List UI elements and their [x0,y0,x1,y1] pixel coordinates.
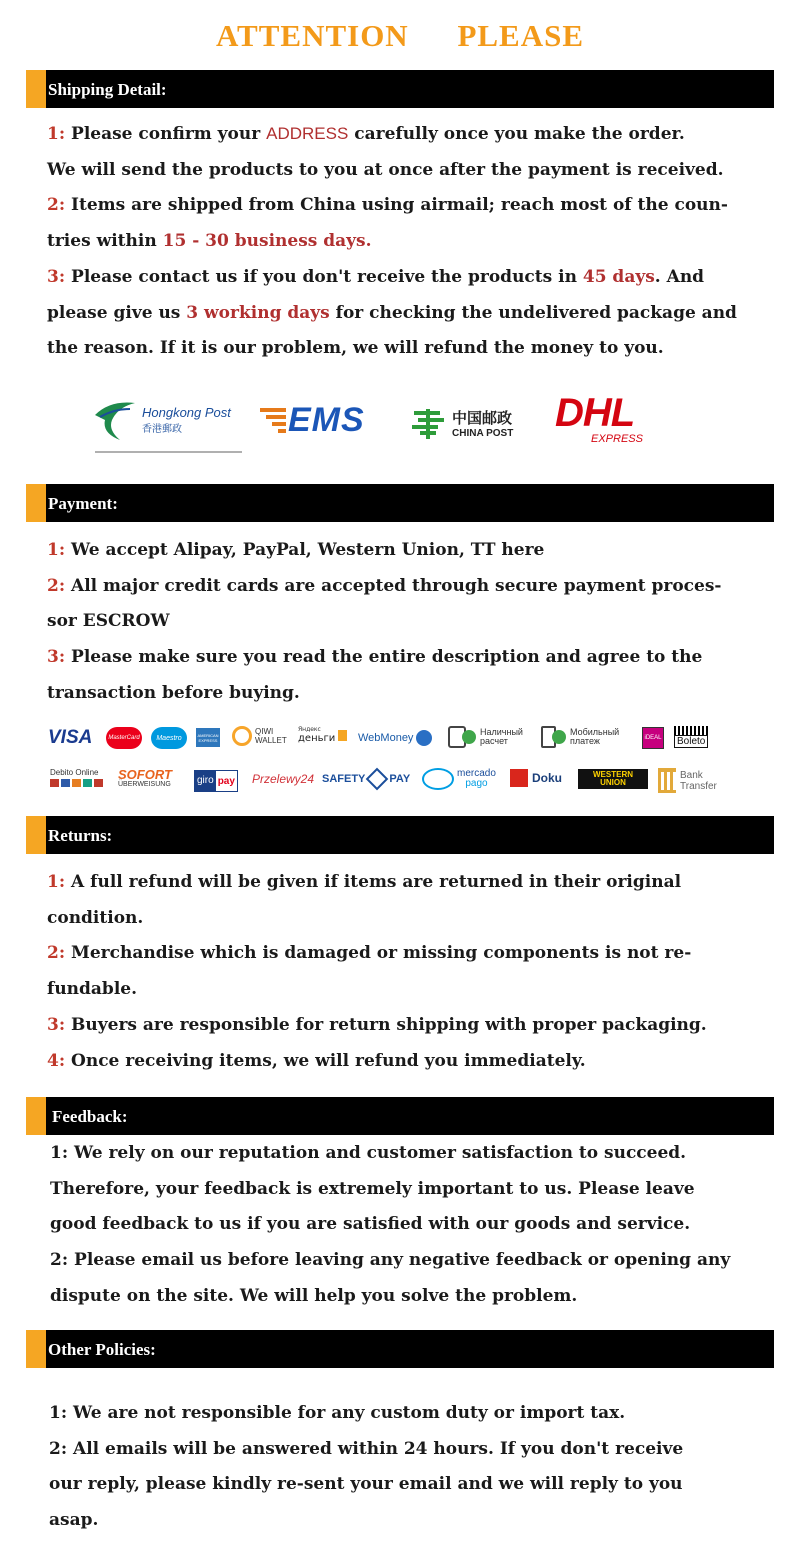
returns-line-4: fundable. [47,979,138,1000]
shipping-label: Shipping Detail: [48,80,167,99]
returns-line-6: 4: Once receiving items, we will refund you immediately. [47,1050,586,1071]
debito-online-logo: Debito Online [50,768,103,787]
shipping-line-3: 2: Items are shipped from China using airmail; reach most of the coun- [47,195,728,216]
payment-line-5: transaction before buying. [47,682,300,703]
header-accent [26,484,46,522]
barcode-icon [674,726,710,735]
feedback-header [26,1097,774,1135]
ems-logo: EMS [260,399,385,441]
other-policies-label: Other Policies: [48,1340,156,1359]
yandex-wallet-icon [338,730,347,741]
dhl-logo: DHL EXPRESS [555,391,643,445]
qiwi-logo: QIWI WALLET [232,726,289,746]
bank-building-icon [658,768,676,793]
maestro-logo: Maestro [151,727,187,749]
qiwi-circle-icon [232,726,252,746]
payment-line-2: 2: All major credit cards are accepted through secure payment proces- [47,575,722,596]
doku-logo: Doku [510,769,562,787]
payment-line-3: sor ESCROW [47,611,170,632]
cash-coin-icon [462,730,476,744]
safetypay-diamond-icon [366,768,389,791]
mercado-pago-logo: mercado pago [422,768,496,790]
payment-line-1: 1: We accept Alipay, PayPal, Western Union, TT here [47,540,545,560]
shipping-line-1: 1: Please confirm your ADDRESS carefully once you make the order. [47,124,685,144]
handshake-icon [422,768,454,790]
western-union-logo: WESTERN UNION [578,769,648,789]
china-post-icon [410,405,448,441]
przelewy24-logo: Przelewy24 [252,772,315,786]
returns-header [26,816,774,854]
returns-line-5: 3: Buyers are responsible for return shipping with proper packaging. [47,1014,707,1035]
other-line-2: 2: All emails will be answered within 24 hours. If you don't receive [49,1438,684,1459]
payment-logos-row-2 [46,766,766,796]
feedback-line-4: 2: Please email us before leaving any negative feedback or opening any [50,1250,731,1271]
other-line-4: asap. [49,1510,99,1531]
mastercard-logo: MasterCard [106,727,142,749]
payment-section [47,533,777,712]
ems-speed-lines [260,408,286,433]
hongkong-post-logo: Hongkong Post 香港郵政 [90,385,242,455]
payment-header [26,484,774,522]
boleto-logo: Boleto [674,726,710,748]
bank-transfer-logo: Bank Transfer [658,768,717,793]
payment-line-4: 3: Please make sure you read the entire description and agree to the [47,647,703,668]
other-line-3: our reply, please kindly re-sent your email and we will reply to you [49,1474,683,1495]
mobile-coin-icon [552,730,566,744]
header-accent [26,1097,46,1135]
giropay-logo: giro pay [194,770,238,792]
page-title: ATTENTION PLEASE [215,18,585,53]
payment-label: Payment: [48,494,118,513]
header-accent [26,1330,46,1368]
feedback-label: Feedback: [52,1107,128,1126]
shipping-line-7: the reason. If it is our problem, we will refund the money to you. [47,338,664,359]
hk-underline [95,451,242,453]
feedback-line-1: 1: We rely on our reputation and customer satisfaction to succeed. [50,1143,687,1163]
returns-line-1: 1: A full refund will be given if items are returned in their original [47,872,682,892]
other-line-1: 1: We are not responsible for any custom duty or import tax. [49,1403,626,1423]
yandex-money-logo: Яндекс деньги [298,726,347,744]
amex-logo: AMERICAN EXPRESS [196,728,220,747]
bank-icons [50,779,103,787]
other-policies-header [26,1330,774,1368]
returns-line-2: condition. [47,907,144,928]
other-policies-section [49,1396,779,1539]
bird-icon [90,395,140,445]
mobile-payment-logo: Мобильный платеж [541,726,630,748]
webmoney-globe-icon [416,730,432,746]
ideal-logo: iDEAL [642,727,664,749]
shipping-section [47,116,777,367]
returns-section [47,865,777,1079]
shipping-line-6: please give us 3 working days for checking the undelivered package and [47,302,737,323]
header-accent [26,70,46,108]
header-accent [26,816,46,854]
carrier-logos [90,385,710,460]
webmoney-logo: WebMoney [358,730,432,746]
cash-payment-logo: Наличный расчет [448,726,536,748]
safetypay-logo: SAFETY PAY [322,771,410,787]
china-post-logo: 中国邮政 CHINA POST [410,403,535,443]
shipping-line-2: We will send the products to you at once after the payment is received. [47,159,724,180]
shipping-header [26,70,774,108]
shipping-line-4: tries within 15 - 30 business days. [47,231,372,252]
sofort-logo: SOFORT ÜBERWEISUNG [118,767,172,788]
feedback-line-3: good feedback to us if you are satisfied with our goods and service. [50,1214,691,1235]
feedback-section [50,1136,780,1315]
returns-line-3: 2: Merchandise which is damaged or missing components is not re- [47,943,692,964]
payment-logos-row-1 [46,724,766,754]
doku-icon [510,769,528,787]
feedback-line-5: dispute on the site. We will help you solve the problem. [50,1285,578,1306]
visa-logo: VISA [48,727,93,748]
feedback-line-2: Therefore, your feedback is extremely important to us. Please leave [50,1178,695,1199]
returns-label: Returns: [48,826,113,845]
shipping-line-5: 3: Please contact us if you don't receive the products in 45 days. And [47,266,705,287]
